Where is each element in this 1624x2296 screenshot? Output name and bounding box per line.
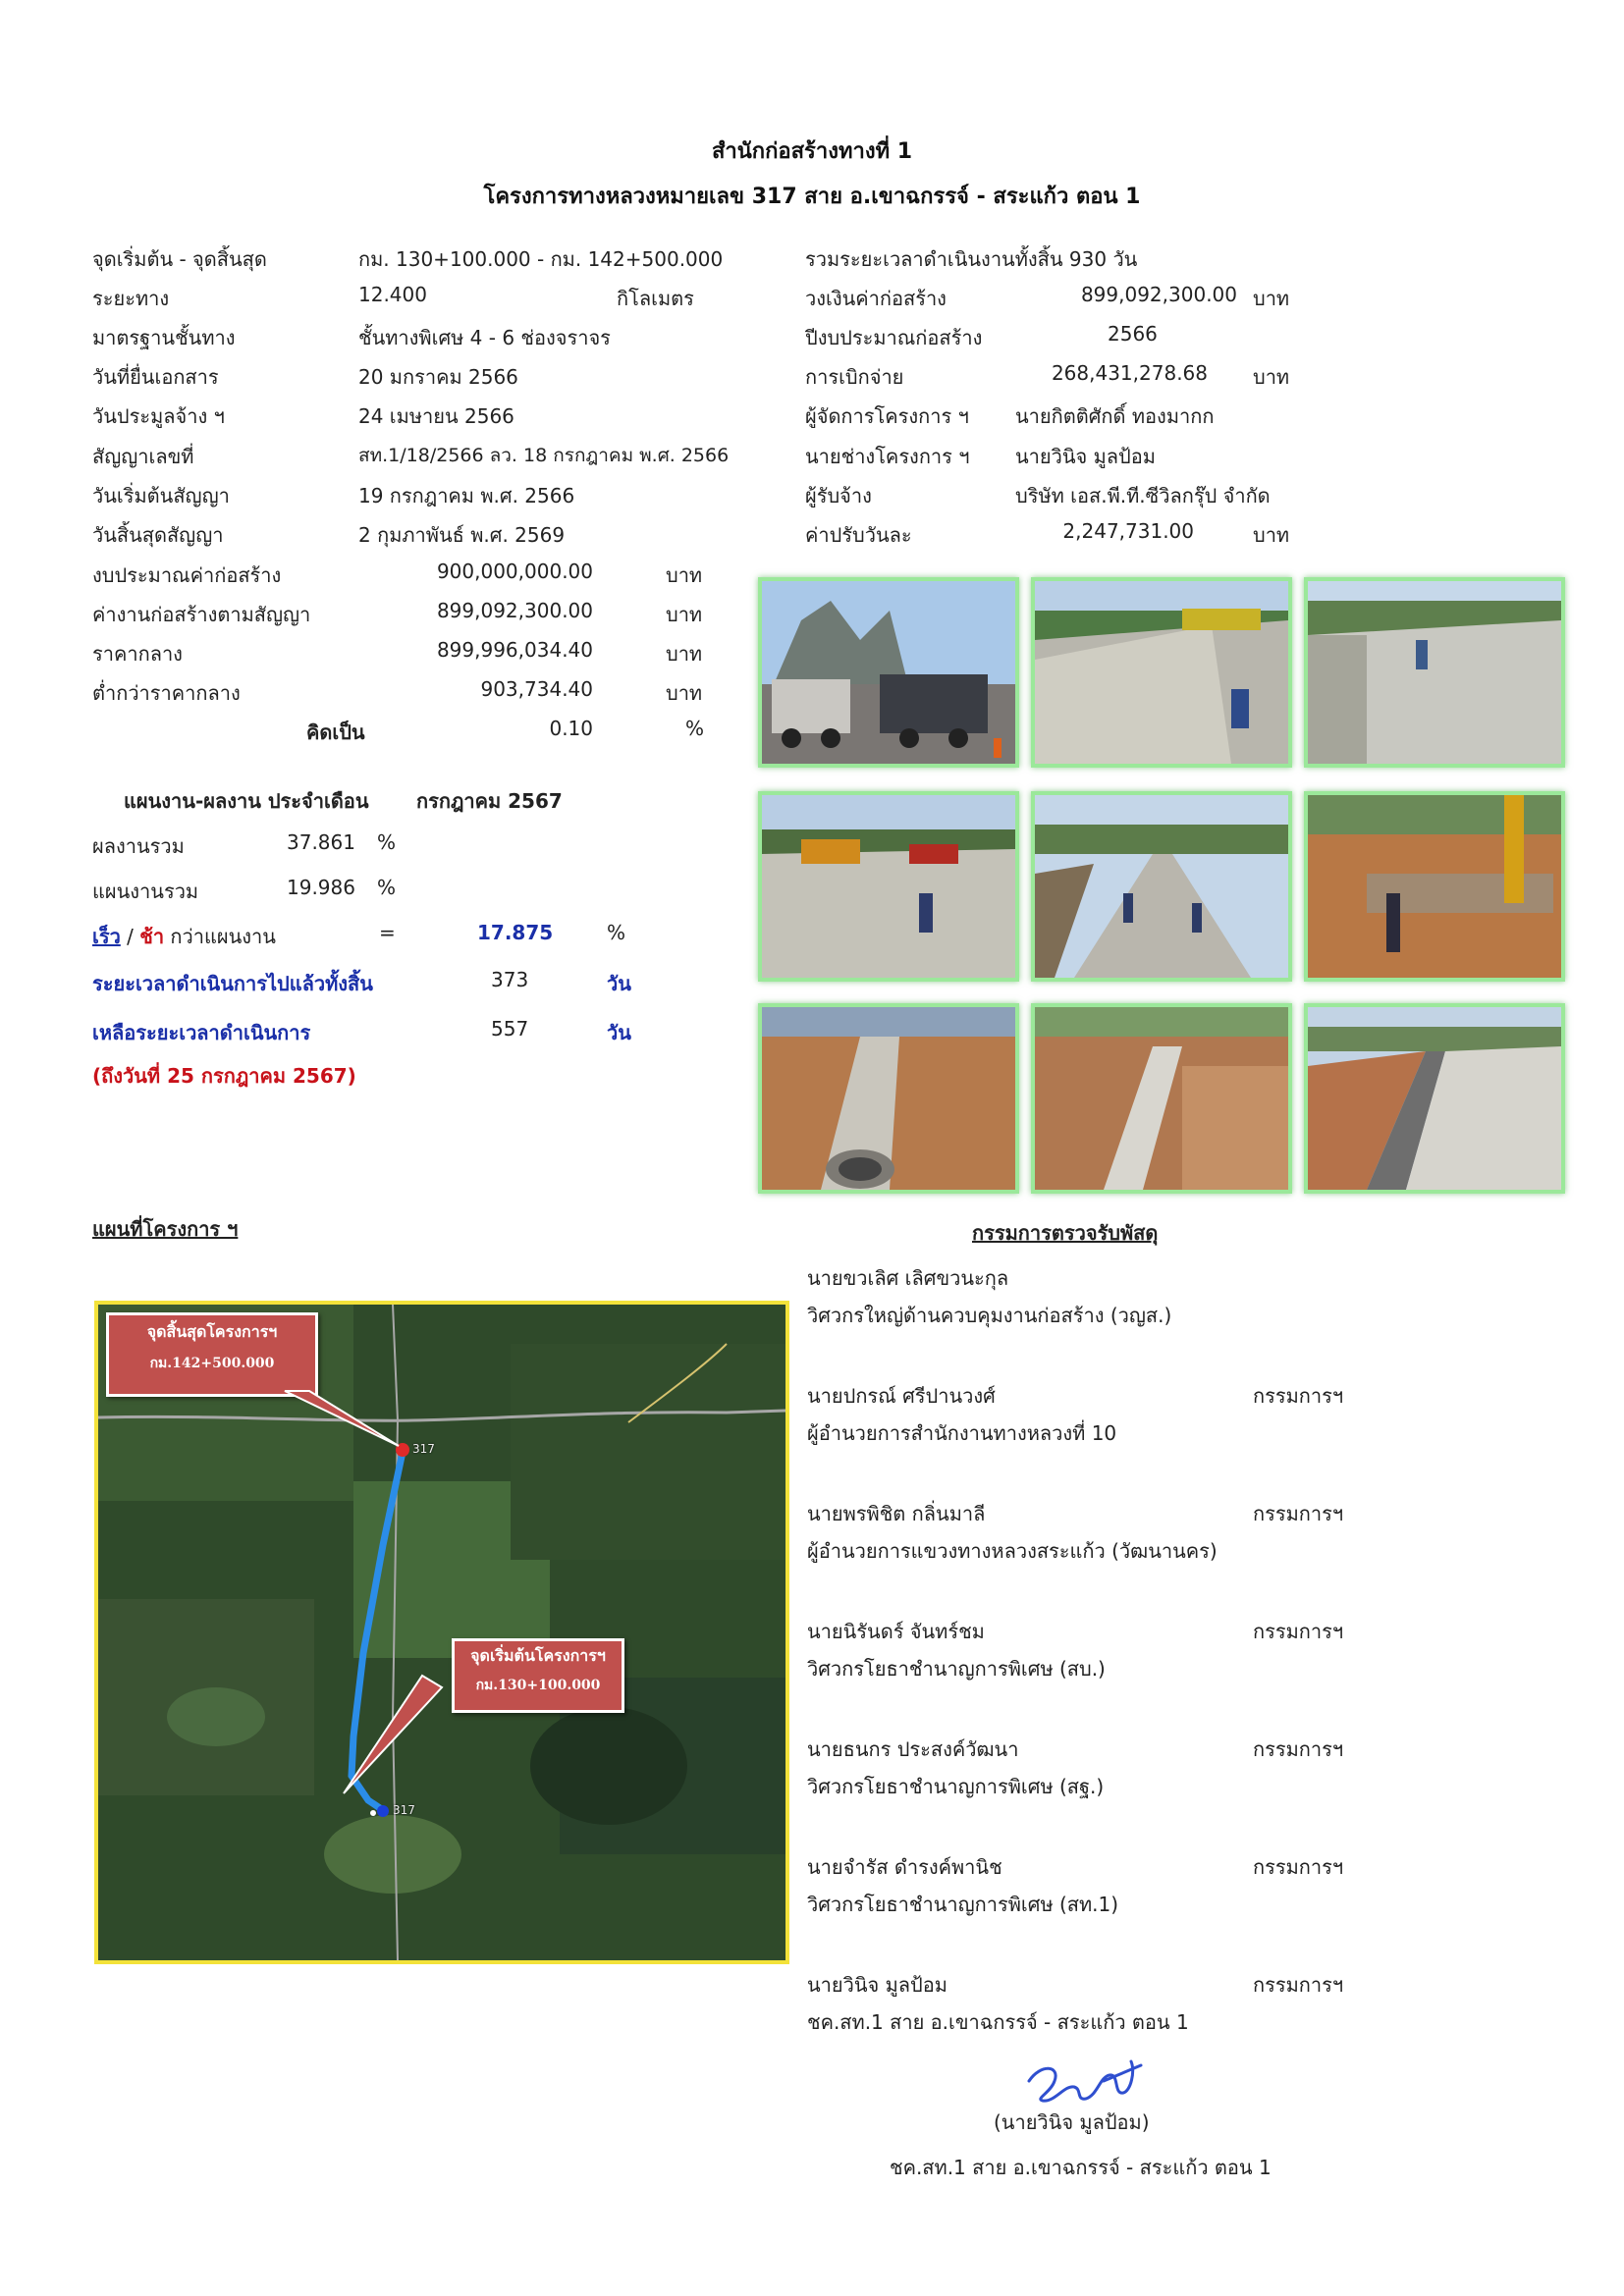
budget-value: 899,996,034.40	[436, 638, 593, 662]
progress-month: กรกฎาคม 2567	[416, 789, 563, 813]
member-name: นายจำรัส ดำรงค์พานิช	[807, 1855, 1002, 1879]
elapsed-unit: วัน	[607, 972, 631, 995]
info-value: 12.400	[358, 283, 427, 306]
member-role: กรรมการฯ	[1253, 1502, 1344, 1525]
info-label: รวมระยะเวลาดำเนินงานทั้งสิ้น 930 วัน	[805, 247, 1138, 271]
committee-title: กรรมการตรวจรับพัสดุ	[972, 1221, 1159, 1245]
construction-photo	[1031, 791, 1292, 982]
member-role: กรรมการฯ	[1253, 1620, 1344, 1643]
project-map	[94, 1301, 789, 1964]
info-value: 899,092,300.00	[1080, 283, 1237, 306]
construction-photo	[1304, 1003, 1565, 1194]
info-label: ผู้รับจ้าง	[805, 484, 872, 507]
member-name: นายธนกร ประสงค์วัฒนา	[807, 1737, 1019, 1761]
route-bottom-label: 317	[393, 1803, 415, 1817]
route-top-label: 317	[412, 1442, 435, 1456]
member-role: กรรมการฯ	[1253, 1855, 1344, 1879]
signature-mark	[1021, 2052, 1149, 2110]
info-value: 2,247,731.00	[1062, 519, 1194, 543]
info-unit: กิโลเมตร	[617, 287, 694, 310]
info-value: 2 กุมภาพันธ์ พ.ศ. 2569	[358, 523, 566, 547]
info-label: วันที่ยื่นเอกสาร	[92, 365, 219, 389]
result-value: 37.861	[287, 830, 355, 854]
info-value: 268,431,278.68	[1051, 361, 1208, 385]
fast-slow-line	[92, 921, 276, 952]
info-value: 2566	[1108, 322, 1158, 346]
budget-value: 0.10	[549, 717, 593, 740]
info-unit: บาท	[1253, 365, 1290, 389]
as-of-date: (ถึงวันที่ 25 กรกฎาคม 2567)	[92, 1064, 356, 1088]
construction-photo	[758, 577, 1019, 768]
info-value: 24 เมษายน 2566	[358, 404, 514, 428]
info-unit: บาท	[1253, 287, 1290, 310]
info-label: ปีงบประมาณก่อสร้าง	[805, 326, 983, 349]
member-role: กรรมการฯ	[1253, 1973, 1344, 1997]
progress-title: แผนงาน-ผลงาน ประจำเดือน	[124, 789, 369, 813]
budget-label: งบประมาณค่าก่อสร้าง	[92, 563, 282, 587]
member-position: วิศวกรโยธาชำนาญการพิเศษ (สบ.)	[807, 1657, 1106, 1681]
member-name: นายพรพิชิต กลิ่นมาลี	[807, 1502, 986, 1525]
budget-value: 903,734.40	[480, 677, 593, 701]
callout-pointer	[98, 1305, 785, 1960]
info-value: บริษัท เอส.พี.ที.ซีวิลกรุ๊ป จำกัด	[1015, 484, 1271, 507]
info-label: มาตรฐานชั้นทาง	[92, 326, 236, 349]
budget-label: คิดเป็น	[306, 721, 365, 744]
diff-value: 17.875	[477, 921, 554, 944]
info-label: นายช่างโครงการ ฯ	[805, 445, 970, 468]
result-label: ผลงานรวม	[92, 834, 185, 858]
end-point-label: จุดสิ้นสุดโครงการฯ	[146, 1322, 278, 1341]
elapsed-label: ระยะเวลาดำเนินการไปแล้วทั้งสิ้น	[92, 972, 373, 995]
map-title: แผนที่โครงการ ฯ	[92, 1217, 239, 1241]
start-point-callout	[452, 1638, 624, 1713]
signature-position: ชค.สท.1 สาย อ.เขาฉกรรจ์ - สระแก้ว ตอน 1	[890, 2156, 1272, 2179]
result-unit: %	[377, 830, 397, 854]
diff-unit: %	[607, 921, 626, 944]
member-position: วิศวกรโยธาชำนาญการพิเศษ (สฐ.)	[807, 1775, 1105, 1798]
construction-photo	[1031, 577, 1292, 768]
elapsed-value: 373	[491, 968, 529, 991]
member-position: ผู้อำนวยการแขวงทางหลวงสระแก้ว (วัฒนานคร)	[807, 1539, 1218, 1563]
member-position: วิศวกรโยธาชำนาญการพิเศษ (สท.1)	[807, 1893, 1119, 1916]
budget-value: 900,000,000.00	[436, 560, 593, 583]
slow-label: ช้า	[139, 925, 165, 948]
info-unit: บาท	[1253, 523, 1290, 547]
construction-photo	[1304, 577, 1565, 768]
info-value: กม. 130+100.000 - กม. 142+500.000	[358, 247, 724, 271]
construction-photo	[1031, 1003, 1292, 1194]
member-position: ชค.สท.1 สาย อ.เขาฉกรรจ์ - สระแก้ว ตอน 1	[807, 2010, 1189, 2034]
info-label: ระยะทาง	[92, 287, 170, 310]
info-value: 19 กรกฎาคม พ.ศ. 2566	[358, 484, 575, 507]
budget-label: ค่างานก่อสร้างตามสัญญา	[92, 603, 311, 626]
info-label: วันเริ่มต้นสัญญา	[92, 484, 230, 507]
plan-unit: %	[377, 876, 397, 899]
info-label: จุดเริ่มต้น - จุดสิ้นสุด	[92, 247, 267, 271]
member-name: นายขวเลิศ เลิศขวนะกุล	[807, 1266, 1009, 1290]
info-value: นายกิตติศักดิ์ ทองมากก	[1015, 404, 1215, 428]
remain-unit: วัน	[607, 1021, 631, 1044]
info-label: วันสิ้นสุดสัญญา	[92, 523, 224, 547]
member-name: นายปกรณ์ ศรีปานวงศ์	[807, 1384, 996, 1408]
signature-name: (นายวินิจ มูลป้อม)	[994, 2110, 1150, 2134]
info-value: สท.1/18/2566 ลว. 18 กรกฎาคม พ.ศ. 2566	[358, 445, 730, 466]
end-point-km: กม.142+500.000	[149, 1356, 275, 1371]
info-label: สัญญาเลขที่	[92, 445, 194, 468]
project-title: โครงการทางหลวงหมายเลข 317 สาย อ.เขาฉกรรจ์ - สระแก้ว ตอน 1	[483, 185, 1141, 209]
plan-value: 19.986	[287, 876, 355, 899]
start-point-km: กม.130+100.000	[475, 1678, 601, 1693]
info-label: วงเงินค่าก่อสร้าง	[805, 287, 947, 310]
member-name: นายนิรันดร์ จันทร์ชม	[807, 1620, 985, 1643]
budget-unit: บาท	[666, 563, 703, 587]
office-title: สำนักก่อสร้างทางที่ 1	[711, 139, 913, 164]
member-position: วิศวกรใหญ่ด้านควบคุมงานก่อสร้าง (วญส.)	[807, 1304, 1172, 1327]
member-position: ผู้อำนวยการสำนักงานทางหลวงที่ 10	[807, 1421, 1117, 1445]
vs-plan: กว่าแผนงาน	[164, 925, 276, 948]
budget-value: 899,092,300.00	[436, 599, 593, 622]
construction-photo	[1304, 791, 1565, 982]
budget-label: ราคากลาง	[92, 642, 183, 666]
budget-unit: บาท	[666, 642, 703, 666]
remain-value: 557	[491, 1017, 529, 1041]
info-label: การเบิกจ่าย	[805, 365, 904, 389]
info-label: ผู้จัดการโครงการ ฯ	[805, 404, 969, 428]
info-value: นายวินิจ มูลป้อม	[1015, 445, 1156, 468]
info-label: วันประมูลจ้าง ฯ	[92, 404, 225, 428]
construction-photo	[758, 1003, 1019, 1194]
budget-unit: บาท	[666, 603, 703, 626]
construction-photo	[758, 791, 1019, 982]
slash: /	[120, 925, 140, 948]
budget-label: ต่ำกว่าราคากลาง	[92, 681, 241, 705]
info-value: ชั้นทางพิเศษ 4 - 6 ช่องจราจร	[358, 326, 611, 349]
member-name: นายวินิจ มูลป้อม	[807, 1973, 947, 1997]
fast-label: เร็ว	[92, 925, 121, 948]
budget-unit: %	[685, 717, 705, 740]
equals-sign: =	[379, 921, 396, 944]
plan-label: แผนงานรวม	[92, 880, 199, 903]
member-role: กรรมการฯ	[1253, 1384, 1344, 1408]
info-value: 20 มกราคม 2566	[358, 365, 518, 389]
budget-unit: บาท	[666, 681, 703, 705]
remain-label: เหลือระยะเวลาดำเนินการ	[92, 1021, 311, 1044]
member-role: กรรมการฯ	[1253, 1737, 1344, 1761]
info-label: ค่าปรับวันละ	[805, 523, 912, 547]
start-point-label: จุดเริ่มต้นโครงการฯ	[470, 1646, 606, 1665]
